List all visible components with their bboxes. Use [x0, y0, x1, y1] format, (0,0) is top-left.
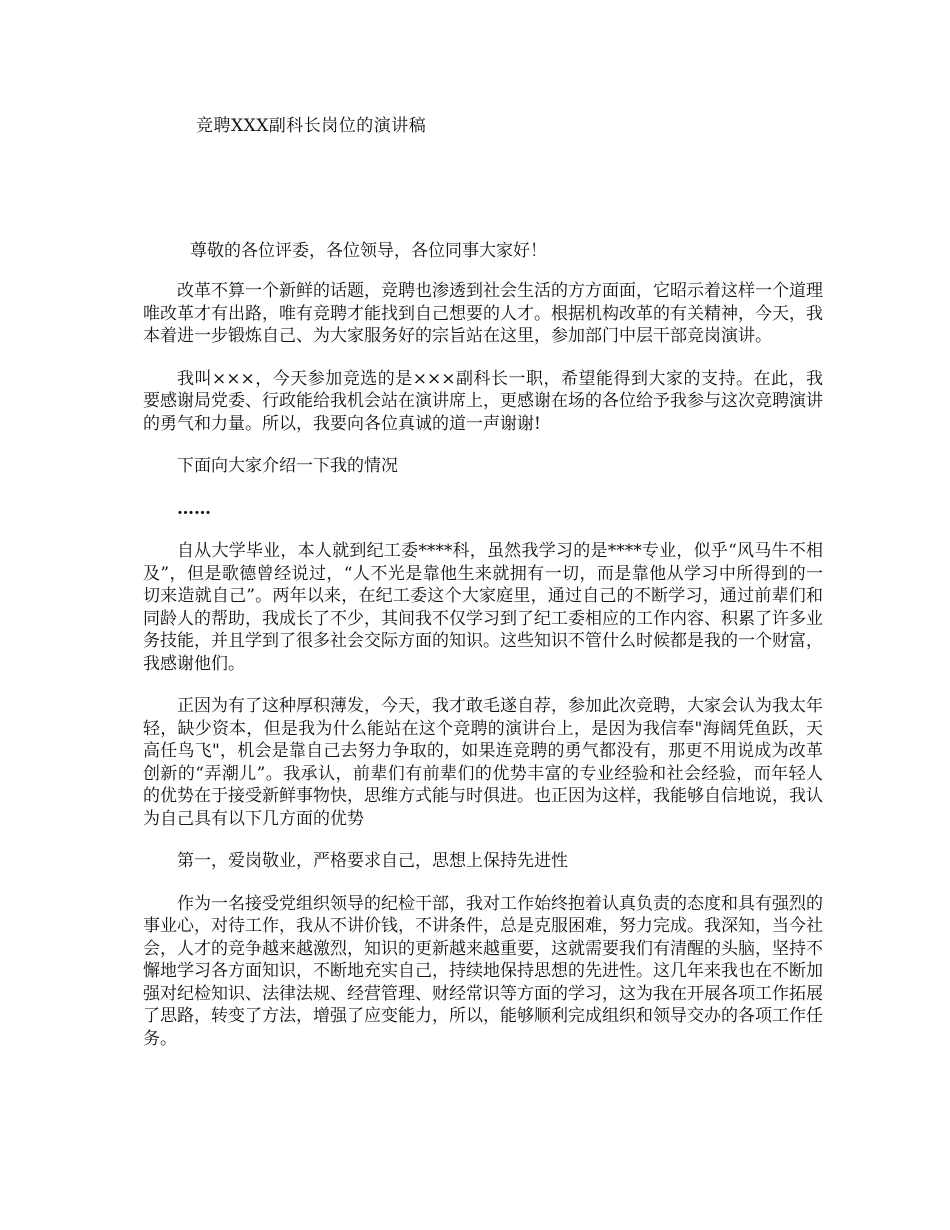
document-title: 竞聘XXX副科长岗位的演讲稿 — [196, 116, 427, 136]
greeting-line: 尊敬的各位评委，各位领导，各位同事大家好！ — [190, 241, 547, 261]
ellipsis-line: …… — [177, 498, 211, 519]
paragraph-first-point-heading: 第一，爱岗敬业，严格要求自己，思想上保持先进性 — [177, 851, 568, 871]
paragraph-reform-intro: 改革不算一个新鲜的话题，竞聘也渗透到社会生活的方方面面，它昭示着这样一个道理唯改革才有出路，唯有竞聘才能找到自己想要的人才。根据机构改革的有关精神，今天，我本着进一步锻炼自己、为大家服务好的宗旨站在这里，参加部门中层干部竞岗演讲。 — [143, 281, 823, 346]
paragraph-first-point-detail: 作为一名接受党组织领导的纪检干部，我对工作始终抱着认真负责的态度和具有强烈的事业心，对待工作，我从不讲价钱，不讲条件，总是克服困难，努力完成。我深知，当今社会，人才的竞争越来越激烈，知识的更新越来越重要，这就需要我们有清醒的头脑，坚持不懈地学习各方面知识，不断地充实自己，持续地保持思想的先进性。这几年来我也在不断加强对纪检知识、法律法规、经营管理、财经常识等方面的学习，这为我在开展各项工作拓展了思路，转变了方法，增强了应变能力，所以，能够顺利完成组织和领导交办的各项工作任务。 — [143, 893, 823, 1049]
paragraph-career-background: 自从大学毕业，本人就到纪工委****科，虽然我学习的是****专业，似乎“风马牛不相及”，但是歌德曾经说过，“人不光是靠他生来就拥有一切，而是靠他从学习中所得到的一切来造就自己”。两年以来，在纪工委这个大家庭里，通过自己的不断学习，通过前辈们和同龄人的帮助，我成长了不少，其间我不仅学习到了纪工委相应的工作内容、积累了许多业务技能，并且学到了很多社会交际方面的知识。这些知识不管什么时候都是我的一个财富，我感谢他们。 — [143, 541, 823, 674]
paragraph-situation-heading: 下面向大家介绍一下我的情况 — [177, 456, 398, 476]
paragraph-self-introduction: 我叫×××，今天参加竞选的是×××副科长一职，希望能得到大家的支持。在此，我要感谢局党委、行政能给我机会站在演讲席上，更感谢在场的各位给予我参与这次竞聘演讲的勇气和力量。所以，我要向各位真诚的道一声谢谢! — [143, 368, 823, 434]
document-body — [143, 280, 823, 1070]
paragraph-strengths-intro: 正因为有了这种厚积薄发，今天，我才敢毛遂自荐，参加此次竞聘，大家会认为我太年轻，缺少资本，但是我为什么能站在这个竞聘的演讲台上，是因为我信奉"海阔凭鱼跃，天高任鸟飞"，机会是靠自己去努力争取的，如果连竞聘的勇气都没有，那更不用说成为改革创新的“弄潮儿”。我承认，前辈们有前辈们的优势丰富的专业经验和社会经验，而年轻人的优势在于接受新鲜事物快，思维方式能与时俱进。也正因为这样，我能够自信地说，我认为自己具有以下几方面的优势 — [143, 696, 823, 829]
